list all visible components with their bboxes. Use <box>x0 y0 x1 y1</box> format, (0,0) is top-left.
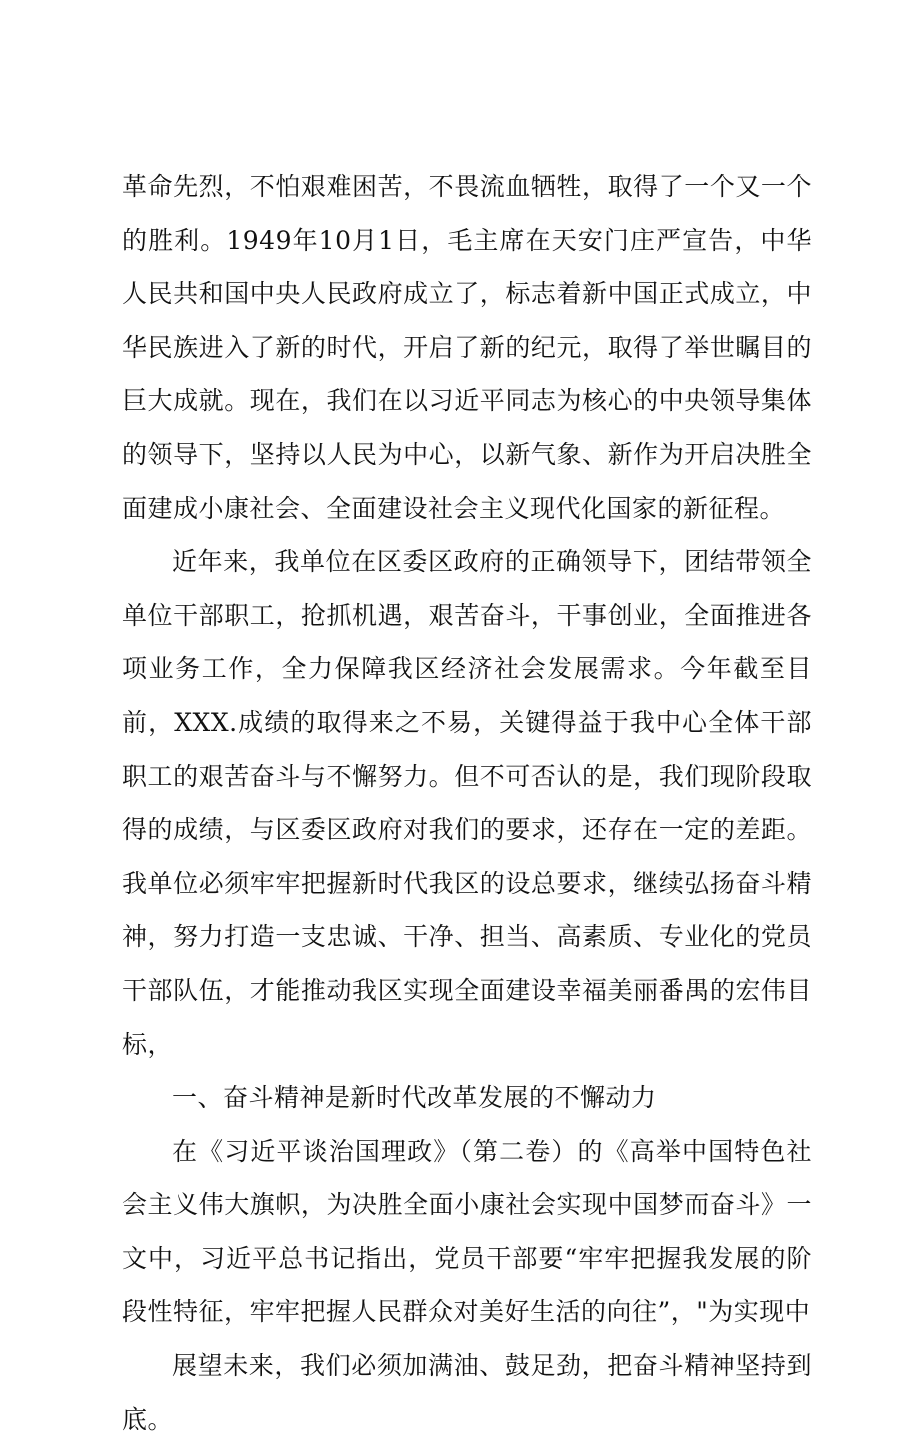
section-heading: 一、奋斗精神是新时代改革发展的不懈动力 <box>172 1083 657 1113</box>
paragraph-3: 在《习近平谈治国理政》（第二卷）的《高举中国特色社会主义伟大旗帜，为决胜全面小康社会实现中国梦而奋斗》一文中，习近平总书记指出，党员干部要“牢牢把握我发展的阶段性特征，牢牢把握人民群众对美好生活的向往”，"为实现中 <box>122 1136 812 1327</box>
paragraph-4: 展望未来，我们必须加满油、鼓足劲，把奋斗精神坚持到底。 <box>122 1351 812 1434</box>
document-body <box>122 160 812 1446</box>
paragraph-1: 革命先烈，不怕艰难困苦，不畏流血牺牲，取得了一个又一个的胜利。1949年10月1日，毛主席在天安门庄严宣告，中华人民共和国中央人民政府成立了，标志着新中国正式成立，中华民族进入了新的时代，开启了新的纪元，取得了举世瞩目的巨大成就。现在，我们在以习近平同志为核心的中央领导集体的领导下，坚持以人民为中心，以新气象、新作为开启决胜全面建成小康社会、全面建设社会主义现代化国家的新征程。 <box>122 172 812 523</box>
paragraph-2: 近年来，我单位在区委区政府的正确领导下，团结带领全单位干部职工，抢抓机遇，艰苦奋斗，干事创业，全面推进各项业务工作，全力保障我区经济社会发展需求。今年截至目前，XXX.成绩的取得来之不易，关键得益于我中心全体干部职工的艰苦奋斗与不懈努力。但不可否认的是，我们现阶段取得的成绩，与区委区政府对我们的要求，还存在一定的差距。我单位必须牢牢把握新时代我区的设总要求，继续弘扬奋斗精神，努力打造一支忠诚、干净、担当、高素质、专业化的党员干部队伍，才能推动我区实现全面建设幸福美丽番禺的宏伟目标， <box>122 547 812 1059</box>
